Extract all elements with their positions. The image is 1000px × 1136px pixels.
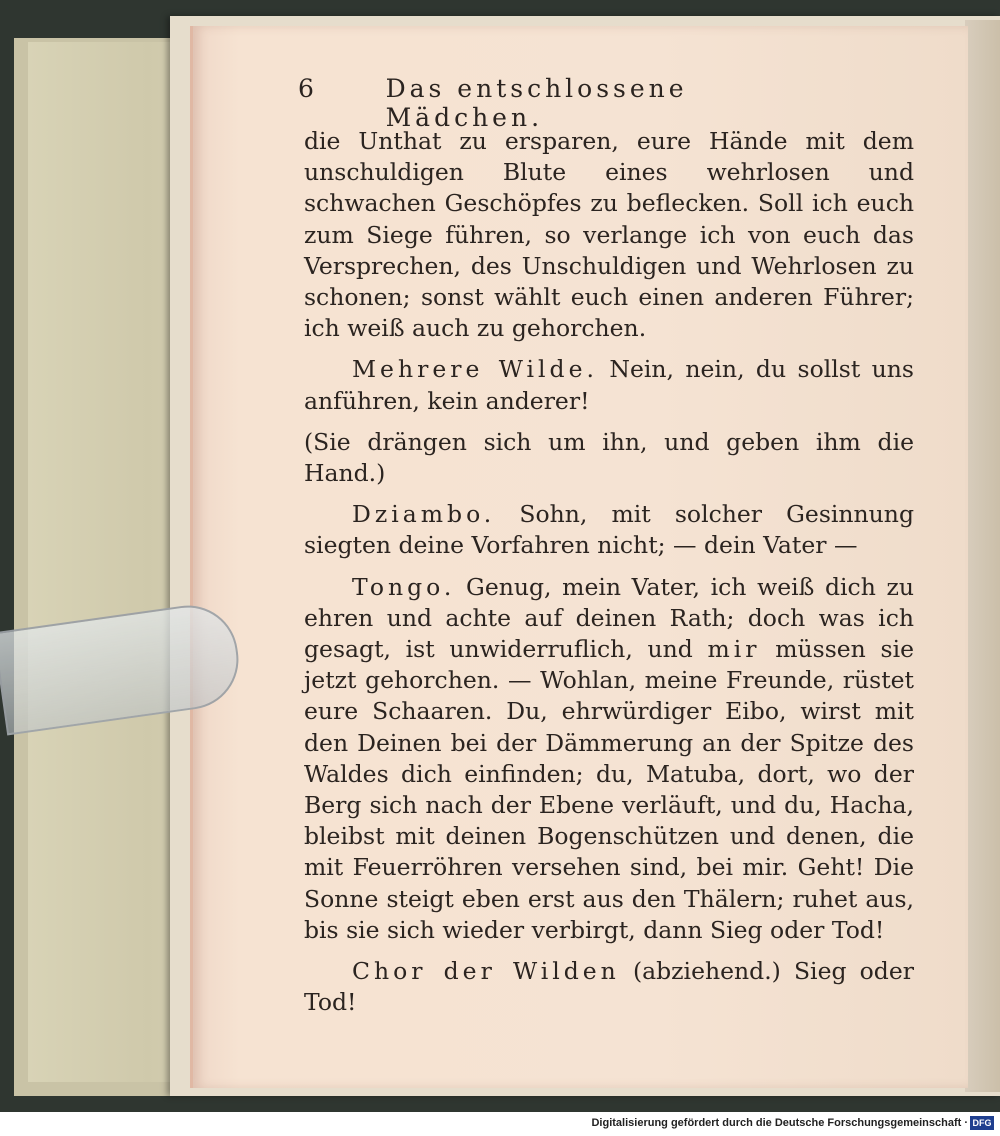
page-text bbox=[304, 126, 914, 1028]
speaker-name: Dziambo. bbox=[352, 500, 496, 529]
paragraph bbox=[304, 572, 914, 946]
speech-text: (abziehend.) Sieg oder Tod! bbox=[304, 957, 914, 1017]
speech-text: Sohn, mit solcher Gesinnung siegten deine Vorfahren nicht; — dein Vater — bbox=[304, 500, 914, 560]
page-header bbox=[298, 74, 838, 132]
funding-credit: Digitalisierung gefördert durch die Deutsche Forschungsgemeinschaft · bbox=[591, 1117, 968, 1129]
emphasized-word: mir bbox=[707, 635, 761, 664]
speaker-name: Tongo. bbox=[352, 572, 456, 601]
page-number: 6 bbox=[298, 74, 314, 103]
paragraph: die Unthat zu ersparen, eure Hände mit dem unschuldigen Blute eines wehrlosen und schwachen Geschöpfes zu beflecken. Soll ich euch zum Siege führen, so verlange ich von euch das Versprechen, des Unschuldigen und Wehrlosen zu schonen; sonst wählt euch einen anderen Führer; ich weiß auch zu gehorchen. bbox=[304, 127, 914, 343]
paragraph bbox=[304, 499, 914, 561]
speech-text: müssen sie jetzt gehorchen. — Wohlan, meine Freunde, rüstet eure Schaaren. Du, ehrwürdiger Eibo, wirst mit den Deinen bei der Dämmerung an der Spitze des Waldes dich einfinden; du, Matuba, dort, wo der Berg sich nach der Ebene verläuft, und du, Hacha, bleibst mit deinen Bogenschützen und denen, die mit Feuerröhren versehen sind, bei mir. Geht! Die Sonne steigt eben erst aus den Thälern; ruhet aus, bis sie sich wieder verbirgt, dann Sieg oder Tod! bbox=[304, 635, 914, 944]
speech-text: Nein, nein, du sollst uns anführen, kein anderer! bbox=[304, 355, 914, 415]
speech-text: Genug, mein Vater, ich weiß dich zu ehren und achte auf deinen Rath; doch was ich gesagt, ist unwiderruflich, und bbox=[304, 572, 914, 664]
speaker-name: Mehrere Wilde. bbox=[352, 355, 598, 384]
running-title: Das entschlossene Mädchen. bbox=[385, 74, 688, 132]
paragraph bbox=[304, 956, 914, 1018]
dfg-logo: DFG bbox=[970, 1116, 994, 1130]
stage-direction: (Sie drängen sich um ihn, und geben ihm die Hand.) bbox=[304, 427, 914, 488]
speaker-name: Chor der Wilden bbox=[352, 957, 620, 986]
page-edge-right bbox=[965, 20, 1000, 1092]
footer-bar bbox=[0, 1112, 1000, 1136]
paragraph bbox=[304, 354, 914, 416]
